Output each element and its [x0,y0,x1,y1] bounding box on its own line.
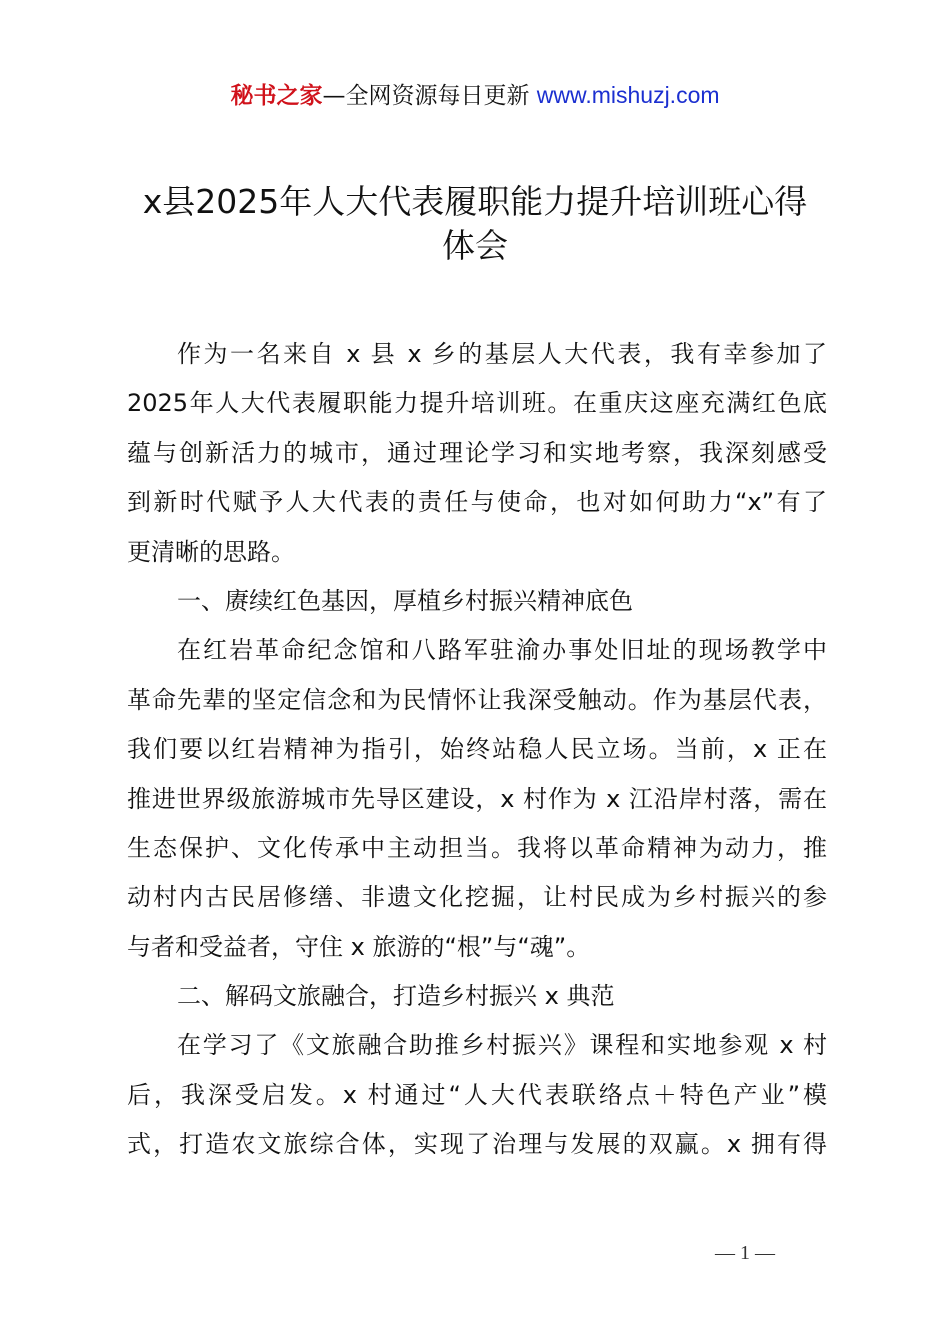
paragraph-line: 生态保护、文化传承中主动担当。我将以革命精神为动力，推 [127,833,827,862]
paragraph-line: 在红岩革命纪念馆和八路军驻渝办事处旧址的现场教学中 [177,636,827,665]
paragraph-line: 2025年人大代表履职能力提升培训班。在重庆这座充满红色底 [127,389,827,418]
paragraph-line: 式，打造农文旅综合体，实现了治理与发展的双赢。x 拥有得 [127,1130,827,1159]
paragraph-line: 在学习了《文旅融合助推乡村振兴》课程和实地参观 x 村 [177,1031,827,1060]
title-line: 体会 [442,226,508,265]
paragraph-line: 更清晰的思路。 [127,537,295,566]
paragraph-line: 作为一名来自 x 县 x 乡的基层人大代表，我有幸参加了 [177,340,827,368]
paragraph-line: 动村内古民居修缮、非遗文化挖掘，让村民成为乡村振兴的参 [127,883,827,912]
paragraph-line: 革命先辈的坚定信念和为民情怀让我深受触动。作为基层代表， [127,685,827,714]
paragraph-line: 我们要以红岩精神为指引，始终站稳人民立场。当前，x 正在 [127,735,827,764]
page-number: — 1 — [715,1242,775,1264]
site-tagline: —全网资源每日更新 [322,83,530,109]
paragraph-line: 与者和受益者，守住 x 旅游的“根”与“魂”。 [127,932,591,961]
site-url-link[interactable]: www.mishuzj.com [536,82,720,108]
paragraph-line: 推进世界级旅游城市先导区建设，x 村作为 x 江沿岸村落，需在 [127,784,827,813]
site-brand: 秘书之家 [230,83,323,109]
document-title [100,180,850,268]
title-line: x县2025年人大代表履职能力提升培训班心得 [142,182,808,221]
paragraph-line: 蕴与创新活力的城市，通过理论学习和实地考察，我深刻感受 [127,438,827,467]
paragraph-line: 后，我深受启发。x 村通过“人大代表联络点＋特色产业”模 [127,1080,827,1109]
paragraph-line: 到新时代赋予人大代表的责任与使命，也对如何助力“x”有了 [127,488,827,517]
paragraph-line: 二、解码文旅融合，打造乡村振兴 x 典范 [177,982,615,1011]
site-header [0,78,950,113]
document-body [127,330,827,1170]
paragraph-line: 一、赓续红色基因，厚植乡村振兴精神底色 [177,586,633,615]
